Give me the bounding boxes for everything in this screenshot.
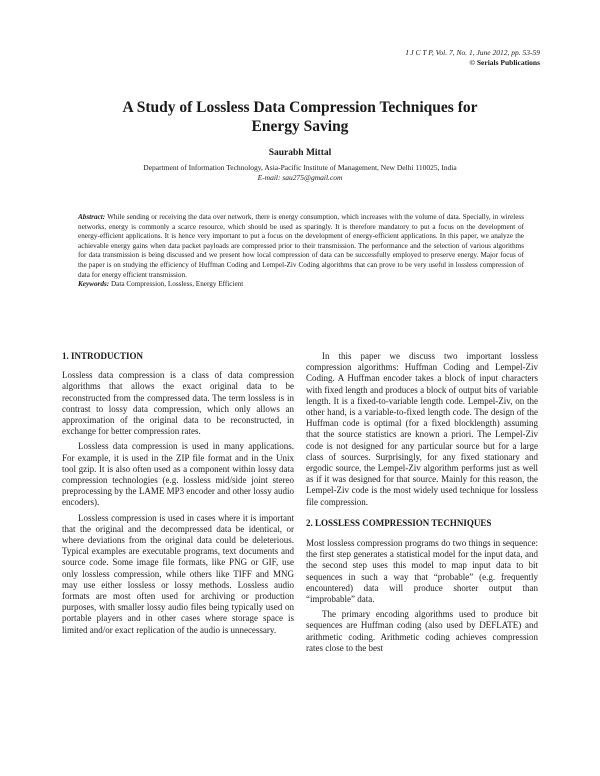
paragraph: In this paper we discuss two important lossless compression algorithms: Huffman Coding and Lempel-Ziv Coding. A Huffman encoder takes a block of input characters with fixed length and produces a block of output bits of variable length. It is a fixed-to-variable length code. Lempel-Ziv, on the other hand, is a variable-to-fixed length code. The design of the Huffman code is optimal (for a fixed blocklength) assuming that the source statistics are known a priori. The Lempel-Ziv code is not designed for any particular source but for a large class of sources. Surprisingly, for any fixed stationary and ergodic source, the Lempel-Ziv algorithm performs just as well as if it was designed for that source. Mainly for this reason, the Lempel-Ziv code is the most widely used technique for lossless file compression. <box>306 351 538 507</box>
abstract-paragraph <box>78 213 524 280</box>
affiliation-block <box>60 163 540 183</box>
title-line-2: Energy Saving <box>251 118 349 135</box>
affiliation: Department of Information Technology, Asia-Pacific Institute of Management, New Delhi 110025, India <box>143 163 457 172</box>
author-email: E-mail: sau275@gmail.com <box>257 173 343 182</box>
abstract-label: Abstract: <box>78 213 106 221</box>
publisher-line: © Serials Publications <box>469 58 540 67</box>
paragraph: Lossless data compression is a class of data compression algorithms that allows the exact original data to be reconstructed from the compressed data. The term lossless is in contrast to lossy data compression, which only allows an approximation of the original data to be reconstructed, in exchange for better compression rates. <box>62 370 294 437</box>
author-name: Saurabh Mittal <box>268 148 332 158</box>
keywords-text: Data Compression, Lossless, Energy Efficient <box>110 280 244 289</box>
paragraph: Lossless data compression is used in many applications. For example, it is used in the ZIP file format and in the Unix tool gzip. It is also often used as a component within lossy data compression technologies (e.g. lossless mid/side joint stereo preprocessing by the LAME MP3 encoder and other lossy audio encoders). <box>62 441 294 508</box>
journal-header <box>406 48 540 68</box>
right-column <box>306 351 538 658</box>
title-line-1: A Study of Lossless Data Compression Techniques for <box>122 99 478 116</box>
section-1-heading: 1. INTRODUCTION <box>62 351 144 361</box>
journal-citation: I J C T P, Vol. 7, No. 1, June 2012, pp. 53-59 <box>405 48 540 57</box>
paper-title <box>60 98 540 136</box>
section-2-heading: 2. LOSSLESS COMPRESSION TECHNIQUES <box>306 517 492 528</box>
abstract-text: While sending or receiving the data over network, there is energy consumption, which increases with the volume of data. Specially, in wireless networks, energy is commonly a scarce resource, which should be used as sparingly. It is therefore mandatory to put a focus on the development of energy-efficient applications. It is hence very important to put a focus on the development of energy-efficient applications. In this paper, we analyze the achievable energy gains when data packet payloads are compressed prior to their transmission. The performance and the selection of various algorithms for data transmission is being discussed and we present how local compression of data can be successfully employed to preserve energy. Major focus of the paper is on studying the efficiency of Huffman Coding and Lempel-Ziv Coding algorithms that can prove to be very useful in lossless compression of data for energy efficient transmission. <box>78 213 525 279</box>
paragraph: Lossless compression is used in cases where it is important that the original and the decompressed data be identical, or where deviations from the original data could be deleterious. Typical examples are executable programs, text documents and source code. Some image file formats, like PNG or GIF, use only lossless compression, while others like TIFF and MNG may use either lossless or lossy methods. Lossless audio formats are most often used for archiving or production purposes, with smaller lossy audio files being typically used on portable players and in other cases where storage space is limited and/or exact replication of the audio is unnecessary. <box>62 512 294 635</box>
keywords-line <box>78 280 524 290</box>
keywords-label: Keywords: <box>78 280 110 289</box>
paragraph: The primary encoding algorithms used to produce bit sequences are Huffman coding (also used by DEFLATE) and arithmetic coding. Arithmetic coding achieves compression rates close to the best <box>306 609 538 653</box>
left-column <box>62 351 294 640</box>
abstract-block <box>78 213 524 290</box>
paragraph: Most lossless compression programs do two things in sequence: the first step generates a statistical model for the input data, and the second step uses this model to map input data to bit sequences in such a way that “probable” (e.g. frequently encountered) data will produce shorter output than “improbable” data. <box>306 538 538 605</box>
